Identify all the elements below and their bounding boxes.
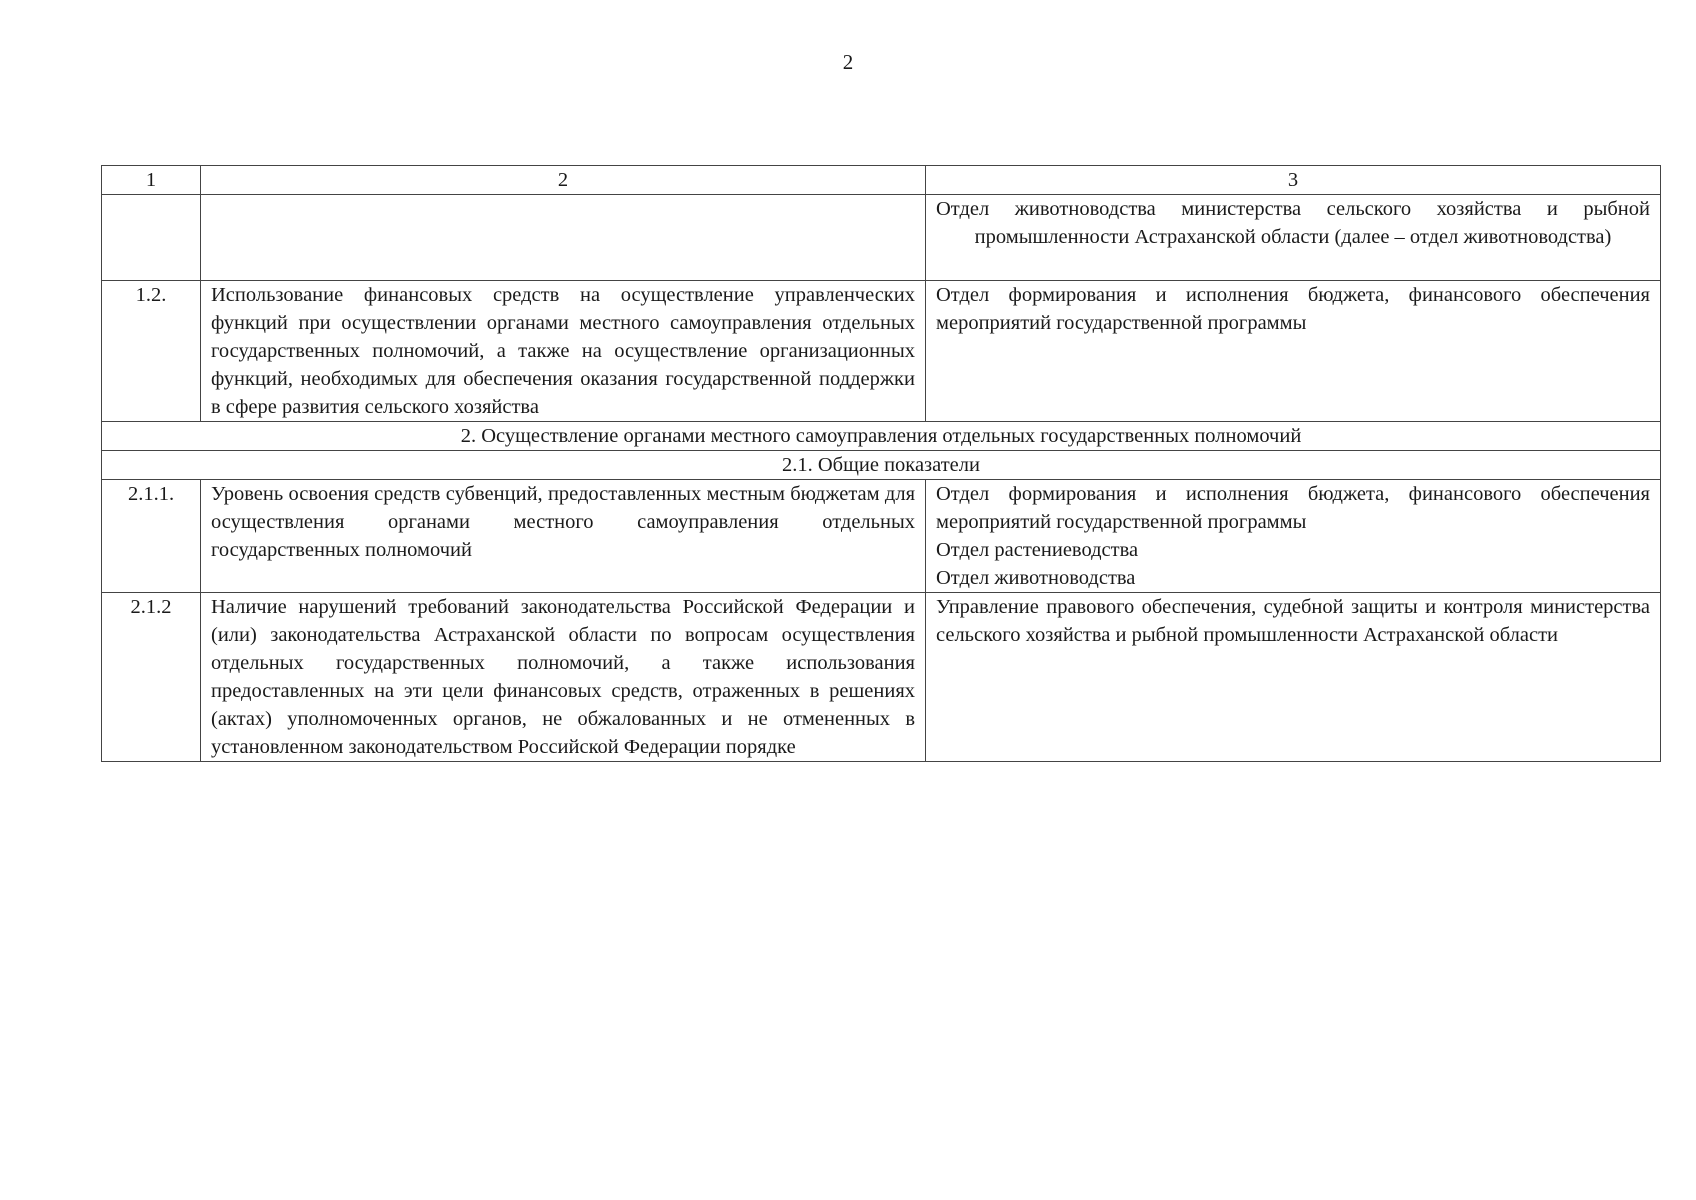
responsible-cell (926, 480, 1661, 593)
indicator-cell: Наличие нарушений требований законодательства Российской Федерации и (или) законодательства Астраханской области по вопросам осуществления отдельных государственных полномочий, а также использования предоставленных на эти цели финансовых средств, отраженных в решениях (актах) уполномоченных органов, не обжалованных и не отмененных в установленном законодательством Российской Федерации порядке (201, 593, 926, 762)
column-header-2: 2 (201, 166, 926, 195)
table-row (102, 480, 1661, 593)
page-number: 2 (842, 50, 854, 74)
responsible-cell: Управление правового обеспечения, судебной защиты и контроля министерства сельского хозяйства и рыбной промышленности Астраханской области (926, 593, 1661, 762)
responsible-line: Отдел растениеводства (936, 539, 1139, 561)
column-header-3: 3 (926, 166, 1661, 195)
table-row (102, 195, 1661, 281)
row-number: 2.1.1. (102, 480, 201, 593)
responsible-cell: Отдел формирования и исполнения бюджета, финансового обеспечения мероприятий государственной программы (926, 281, 1661, 422)
responsible-line: Отдел формирования и исполнения бюджета, финансового обеспечения мероприятий государственной программы (936, 483, 1650, 533)
responsible-cell: Отдел животноводства министерства сельского хозяйства и рыбной промышленности Астраханской области (далее – отдел животноводства) (926, 195, 1661, 281)
table-row (102, 281, 1661, 422)
indicator-cell: Уровень освоения средств субвенций, предоставленных местным бюджетам для осуществления органами местного самоуправления отдельных государственных полномочий (201, 480, 926, 593)
section-title: 2. Осуществление органами местного самоуправления отдельных государственных полномочий (102, 422, 1661, 451)
column-header-1: 1 (102, 166, 201, 195)
indicators-table (101, 165, 1661, 762)
row-number (102, 195, 201, 281)
table-header-row (102, 166, 1661, 195)
subsection-title: 2.1. Общие показатели (102, 451, 1661, 480)
responsible-line: Отдел животноводства (936, 567, 1136, 589)
row-number: 1.2. (102, 281, 201, 422)
indicator-cell (201, 195, 926, 281)
row-number: 2.1.2 (102, 593, 201, 762)
section-heading-row (102, 422, 1661, 451)
indicator-cell: Использование финансовых средств на осуществление управленческих функций при осуществлении органами местного самоуправления отдельных государственных полномочий, а также на осуществление организационных функций, необходимых для обеспечения оказания государственной поддержки в сфере развития сельского хозяйства (201, 281, 926, 422)
table-row (102, 593, 1661, 762)
subsection-heading-row (102, 451, 1661, 480)
